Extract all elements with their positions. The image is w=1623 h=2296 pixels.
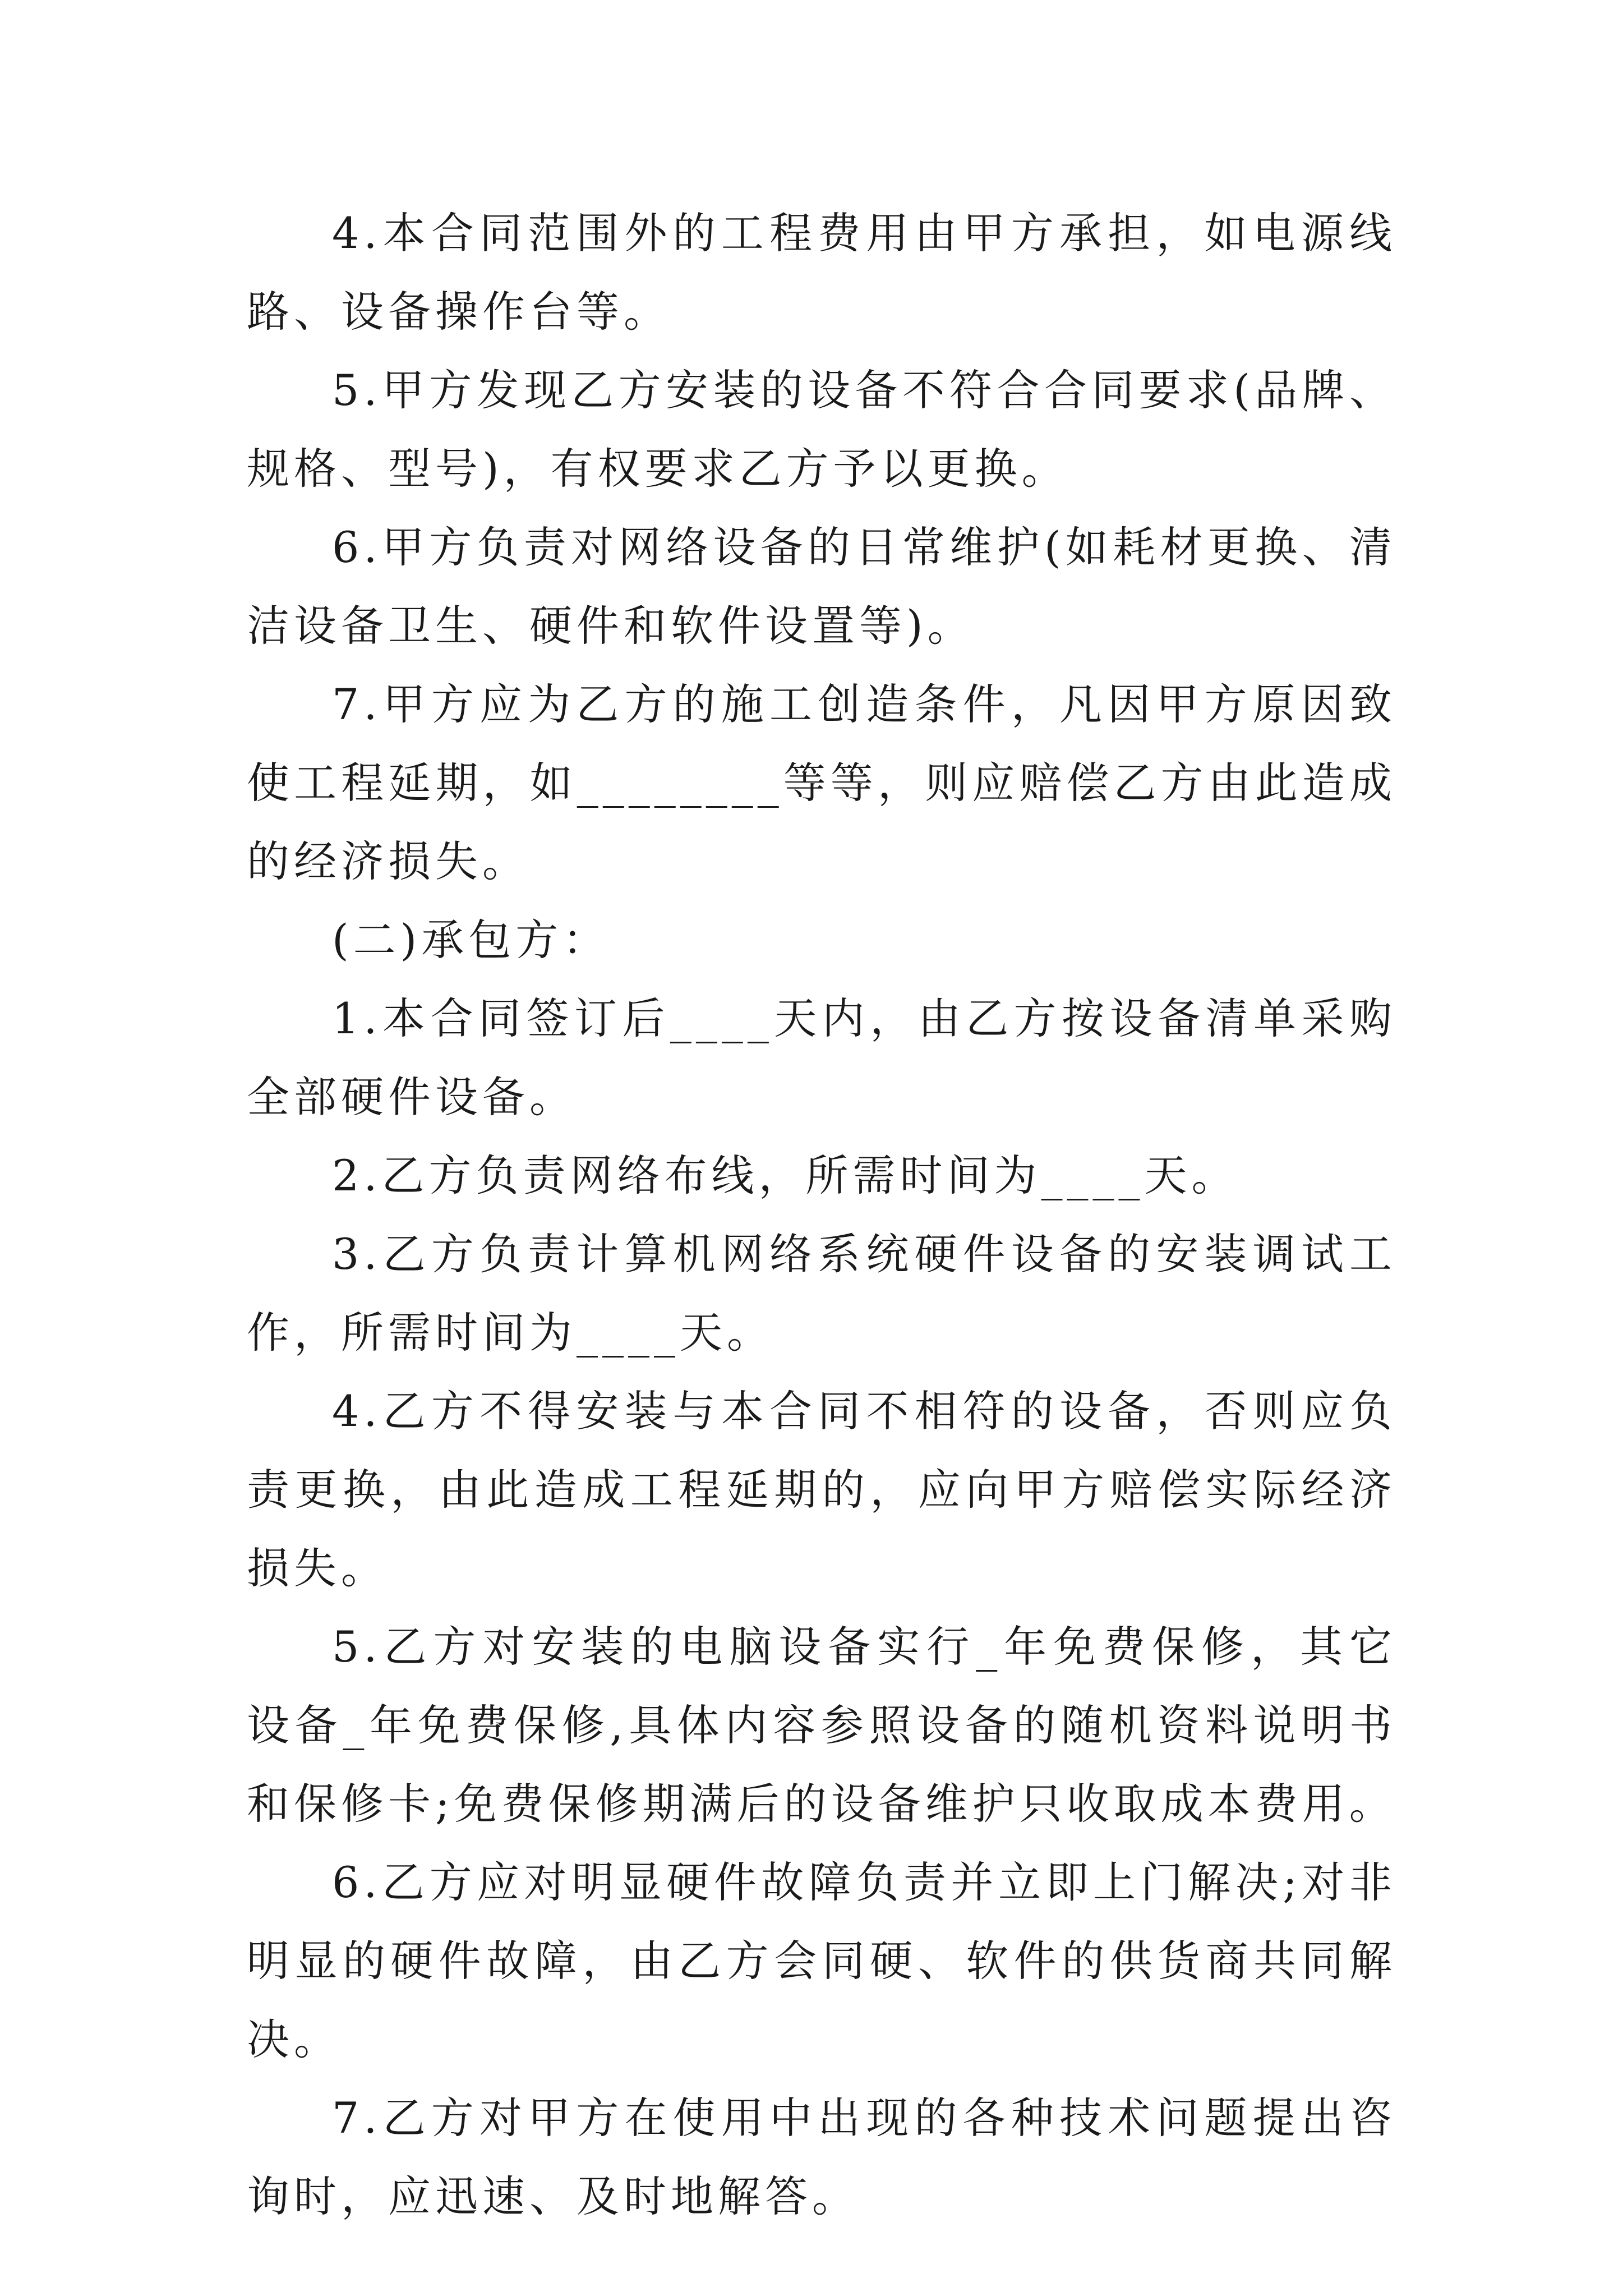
clause-paragraph: 4.本合同范围外的工程费用由甲方承担，如电源线路、设备操作台等。: [247, 208, 1396, 337]
clause-paragraph: 7.乙方对甲方在使用中出现的各种技术问题提出咨询时，应迅速、及时地解答。: [247, 2093, 1396, 2221]
clause-paragraph: 2.乙方负责网络布线，所需时间为____天。: [332, 1151, 1239, 1200]
document-body: [247, 194, 1396, 2236]
clause-paragraph: 5.乙方对安装的电脑设备实行_年免费保修，其它设备_年免费保修,具体内容参照设备的随机资料说明书和保修卡;免费保修期满后的设备维护只收取成本费用。: [247, 1622, 1396, 1829]
clause-paragraph: 1.本合同签订后____天内，由乙方按设备清单采购全部硬件设备。: [247, 993, 1396, 1122]
clause-paragraph: 7.甲方应为乙方的施工创造条件，凡因甲方原因致使工程延期，如________等等，则应赔偿乙方由此造成的经济损失。: [247, 679, 1396, 886]
clause-paragraph: 3.乙方负责计算机网络系统硬件设备的安装调试工作，所需时间为____天。: [247, 1229, 1396, 1358]
clause-paragraph: 5.甲方发现乙方安装的设备不符合合同要求(品牌、规格、型号)，有权要求乙方予以更换。: [247, 365, 1396, 494]
clause-paragraph: 6.乙方应对明显硬件故障负责并立即上门解决;对非明显的硬件故障，由乙方会同硬、软件的供货商共同解决。: [247, 1857, 1396, 2064]
clause-paragraph: 4.乙方不得安装与本合同不相符的设备，否则应负责更换，由此造成工程延期的，应向甲方赔偿实际经济损失。: [247, 1386, 1396, 1593]
clause-paragraph: 6.甲方负责对网络设备的日常维护(如耗材更换、清洁设备卫生、硬件和软件设置等)。: [247, 522, 1396, 651]
section-heading: (二)承包方：: [332, 915, 610, 965]
